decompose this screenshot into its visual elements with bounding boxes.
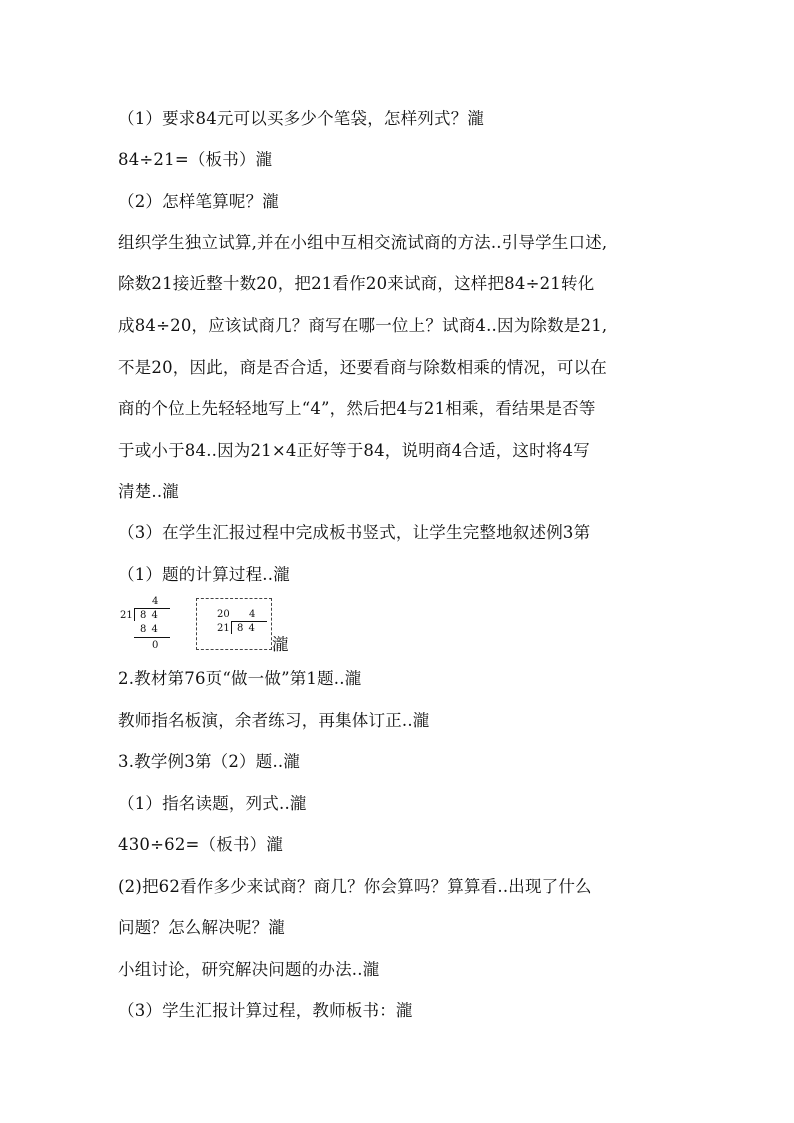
- text-line-12: （1）题的计算过程..瀧: [118, 565, 290, 584]
- product: 8 4: [140, 624, 159, 635]
- text-line-19: 问题？怎么解决呢？瀧: [118, 918, 285, 937]
- text-line-4: 组织学生独立试算,并在小组中互相交流试商的方法..引导学生口述,: [118, 233, 608, 252]
- text-line-9: 于或小于84..因为21×4正好等于84，说明商4合适，这时将4写: [118, 441, 590, 460]
- text-line-14: 教师指名板演，余者练习，再集体订正..瀧: [118, 711, 430, 730]
- subtraction-line: [134, 637, 170, 638]
- trial-bracket-side: [231, 621, 232, 634]
- trial-dividend: 8 4: [237, 623, 256, 634]
- text-line-16: （1）指名读题，列式..瀧: [118, 794, 307, 813]
- text-line-8: 商的个位上先轻轻地写上“4”，然后把4与21相乘，看结果是否等: [118, 399, 596, 418]
- text-line-17: 430÷62=（板书）瀧: [118, 835, 284, 854]
- dividend: 8 4: [140, 610, 159, 621]
- text-line-11: （3）在学生汇报过程中完成板书竖式，让学生完整地叙述例3第: [118, 523, 591, 542]
- trial-division-box: [196, 598, 272, 650]
- text-line-15: 3.教学例3第（2）题..瀧: [118, 752, 301, 771]
- trial-quotient: 4: [249, 609, 256, 620]
- trial-divisor: 20: [217, 609, 230, 620]
- trial-bracket-top: [231, 621, 267, 622]
- text-line-7: 不是20，因此，商是否合适，还要看商与除数相乘的情况，可以在: [118, 358, 607, 377]
- text-line-18: (2)把62看作多少来试商？商几？你会算吗？算算看..出现了什么: [118, 877, 592, 896]
- figure-trailing-mark: 瀧: [272, 635, 289, 654]
- long-division-figure: [118, 594, 178, 654]
- text-line-1: （1）要求84元可以买多少个笔袋，怎样列式？瀧: [118, 109, 485, 128]
- text-line-6: 成84÷20，应该试商几？商写在哪一位上？试商4..因为除数是21,: [118, 316, 608, 335]
- quotient: 4: [152, 596, 159, 607]
- division-bracket-side: [134, 608, 135, 621]
- text-line-21: （3）学生汇报计算过程，教师板书：瀧: [118, 1001, 413, 1020]
- text-line-10: 清楚..瀧: [118, 482, 179, 501]
- division-bracket-top: [134, 608, 170, 609]
- text-line-3: （2）怎样笔算呢？瀧: [118, 192, 279, 211]
- text-line-2: 84÷21=（板书）瀧: [118, 150, 273, 169]
- text-line-13: 2.教材第76页“做一做”第1题..瀧: [118, 669, 362, 688]
- text-line-20: 小组讨论，研究解决问题的办法..瀧: [118, 960, 380, 979]
- trial-divisor-actual: 21: [217, 623, 230, 634]
- divisor: 21: [120, 610, 133, 621]
- text-line-5: 除数21接近整十数20，把21看作20来试商，这样把84÷21转化: [118, 274, 595, 293]
- remainder: 0: [152, 640, 159, 651]
